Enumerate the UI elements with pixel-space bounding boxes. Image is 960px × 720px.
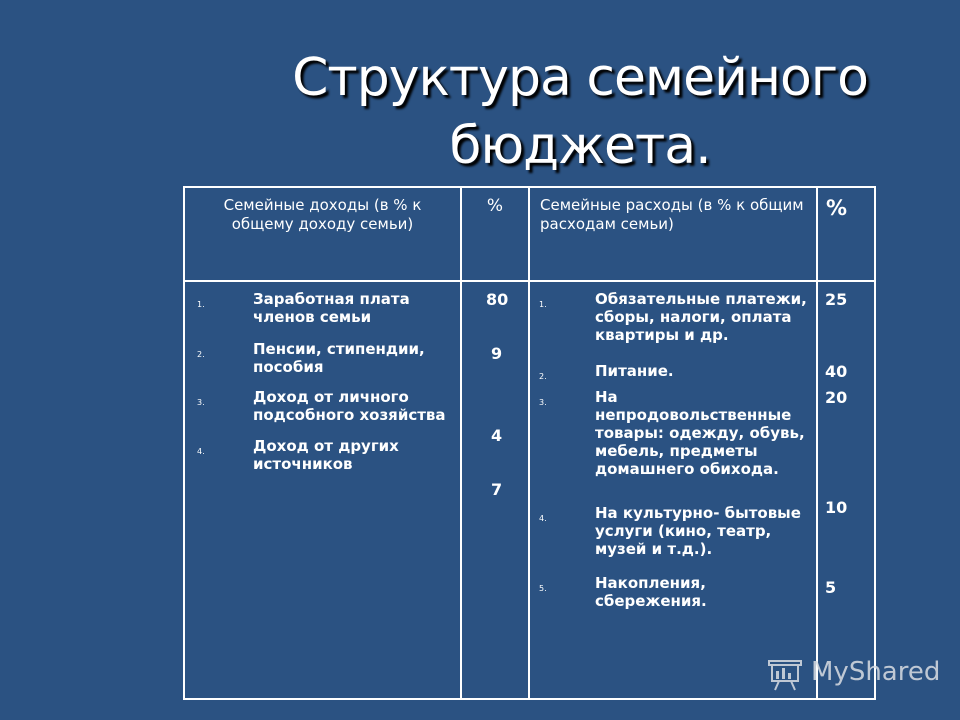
slide-title: [200, 44, 960, 180]
list-item: [197, 340, 447, 376]
income-pct-header-cell: [461, 187, 529, 281]
expenses-pct-header-cell: [817, 187, 875, 281]
list-item: [197, 290, 447, 326]
item-text: Доход от других источников: [253, 437, 399, 473]
item-number: 2.: [197, 350, 205, 359]
expenses-header-cell: [529, 187, 817, 281]
table-header-row: [184, 187, 875, 281]
item-text: На непродовольственные товары: одежду, обувь, мебель, предметы домашнего обихода.: [595, 388, 805, 478]
expense-value: 5: [825, 578, 837, 597]
list-item: [539, 574, 811, 610]
title-line-2: бюджета.: [449, 116, 711, 176]
expense-items-cell: [529, 281, 817, 699]
item-number: 1.: [197, 300, 205, 309]
list-item: [197, 437, 447, 473]
income-pct-header: %: [486, 196, 504, 216]
income-header-cell: [184, 187, 461, 281]
item-number: 4.: [539, 514, 547, 523]
item-text: На культурно- бытовые услуги (кино, театр, музей и т.д.).: [595, 504, 801, 558]
item-number: 1.: [539, 300, 547, 309]
item-text: Доход от личного подсобного хозяйства: [253, 388, 446, 424]
expense-value: 10: [825, 498, 848, 517]
list-item: [539, 290, 811, 344]
item-text: Накопления, сбережения.: [595, 574, 707, 610]
presentation-board-icon: [767, 659, 803, 691]
income-value: 4: [491, 426, 503, 445]
budget-table: [183, 186, 876, 700]
expense-value: 25: [825, 290, 848, 309]
expense-value: 40: [825, 362, 848, 381]
list-item: [539, 504, 811, 558]
item-number: 3.: [539, 398, 547, 407]
expense-values-cell: [817, 281, 875, 699]
income-value: 9: [491, 344, 503, 363]
list-item: [197, 388, 447, 424]
item-text: Обязательные платежи, сборы, налоги, оплата квартиры и др.: [595, 290, 807, 344]
income-items-cell: [184, 281, 461, 699]
item-text: Питание.: [595, 362, 674, 380]
income-values-cell: [461, 281, 529, 699]
list-item: [539, 362, 811, 380]
item-number: 4.: [197, 447, 205, 456]
watermark-text: MyShared: [811, 657, 941, 687]
expenses-pct-header: %: [826, 196, 848, 220]
item-number: 3.: [197, 398, 205, 407]
table-body-row: [184, 281, 875, 699]
income-value: 7: [491, 480, 503, 499]
title-line-1: Структура семейного: [292, 48, 868, 108]
expenses-header: Семейные расходы (в % к общим расходам семьи): [540, 196, 804, 233]
item-number: 2.: [539, 372, 547, 381]
item-text: Заработная плата членов семьи: [253, 290, 410, 326]
income-value: 80: [486, 290, 509, 309]
expense-value: 20: [825, 388, 848, 407]
income-header: Семейные доходы (в % к общему доходу семьи): [223, 196, 422, 233]
item-text: Пенсии, стипендии, пособия: [253, 340, 425, 376]
list-item: [539, 388, 811, 478]
item-number: 5.: [539, 584, 547, 593]
